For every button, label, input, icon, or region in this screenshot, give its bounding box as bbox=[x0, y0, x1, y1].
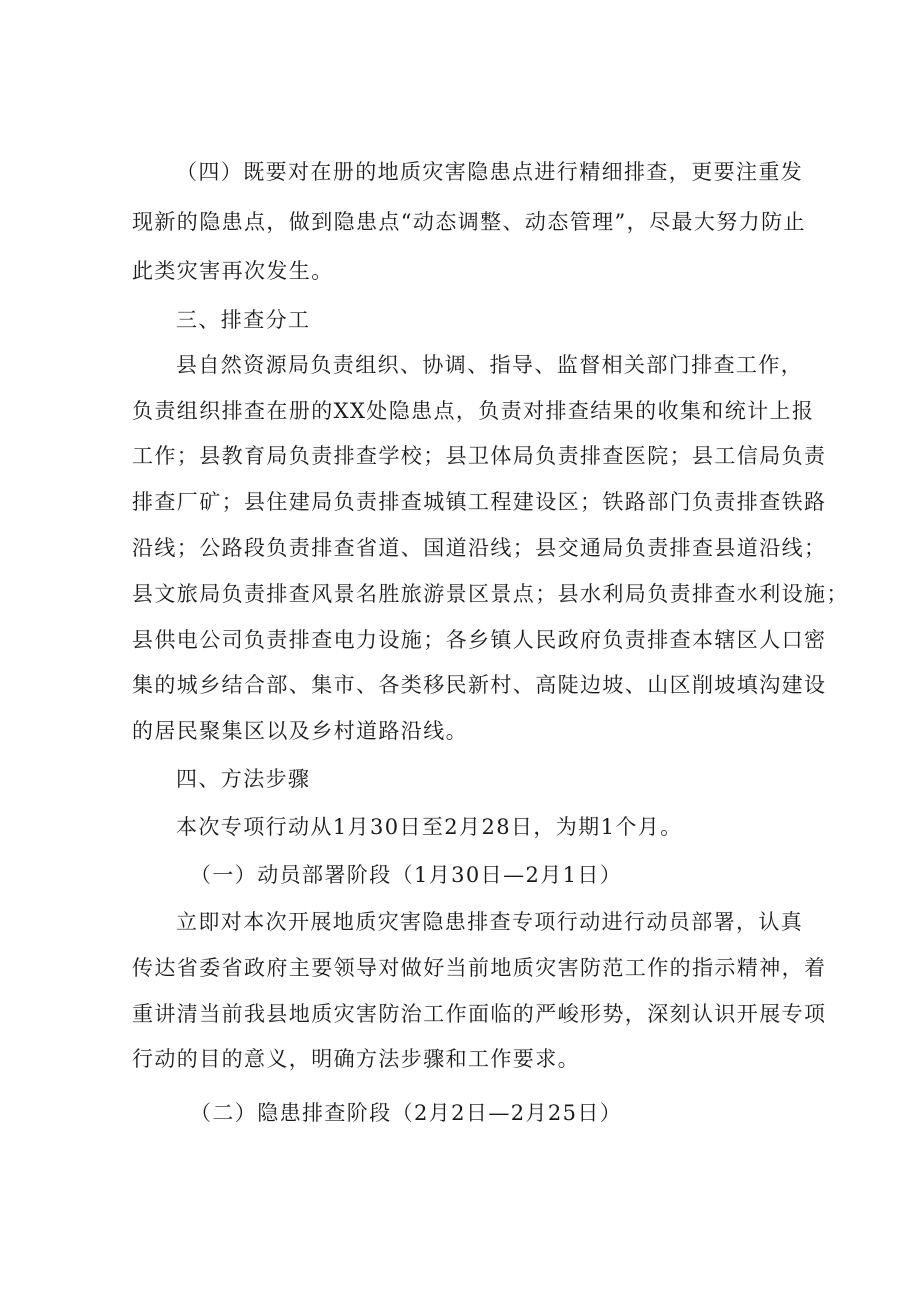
paragraph-line: 本次专项行动从1月30日至2月28日，为期1个月。 bbox=[176, 815, 683, 839]
subsection-heading: （一）动员部署阶段（1月30日—2月1日） bbox=[190, 863, 623, 887]
paragraph-line: 集的城乡结合部、集市、各类移民新村、高陡边坡、山区削坡填沟建设 bbox=[132, 673, 827, 697]
paragraph-line: 传达省委省政府主要领导对做好当前地质灾害防范工作的指示精神，着 bbox=[132, 956, 827, 980]
paragraph-line: （四）既要对在册的地质灾害隐患点进行精细排查，更要注重发 bbox=[176, 160, 804, 184]
subsection-heading: （二）隐患排查阶段（2月2日—2月25日） bbox=[190, 1101, 623, 1125]
section-heading: 三、排查分工 bbox=[176, 308, 311, 332]
paragraph-line: 排查厂矿；县住建局负责排查城镇工程建设区；铁路部门负责排查铁路 bbox=[132, 490, 827, 514]
paragraph-line: 县供电公司负责排查电力设施；各乡镇人民政府负责排查本辖区人口密 bbox=[132, 628, 827, 652]
section-heading: 四、方法步骤 bbox=[176, 767, 311, 791]
paragraph-line: 的居民聚集区以及乡村道路沿线。 bbox=[132, 719, 468, 743]
paragraph-line: 立即对本次开展地质灾害隐患排查专项行动进行动员部署，认真 bbox=[176, 910, 804, 934]
paragraph-line: 县文旅局负责排查风景名胜旅游景区景点；县水利局负责排查水利设施； bbox=[132, 582, 849, 606]
paragraph-line: 负责组织排查在册的XX处隐患点，负责对排查结果的收集和统计上报 bbox=[132, 399, 815, 423]
paragraph-line: 此类灾害再次发生。 bbox=[132, 259, 334, 283]
paragraph-line: 现新的隐患点，做到隐患点“动态调整、动态管理”，尽最大努力防止 bbox=[132, 210, 806, 234]
paragraph-line: 县自然资源局负责组织、协调、指导、监督相关部门排查工作， bbox=[176, 353, 804, 377]
paragraph-line: 工作；县教育局负责排查学校；县卫体局负责排查医院；县工信局负责 bbox=[132, 444, 827, 468]
paragraph-line: 沿线；公路段负责排查省道、国道沿线；县交通局负责排查县道沿线； bbox=[132, 536, 827, 560]
paragraph-line: 行动的目的意义，明确方法步骤和工作要求。 bbox=[132, 1047, 580, 1071]
paragraph-line: 重讲清当前我县地质灾害防治工作面临的严峻形势，深刻认识开展专项 bbox=[132, 1002, 827, 1026]
